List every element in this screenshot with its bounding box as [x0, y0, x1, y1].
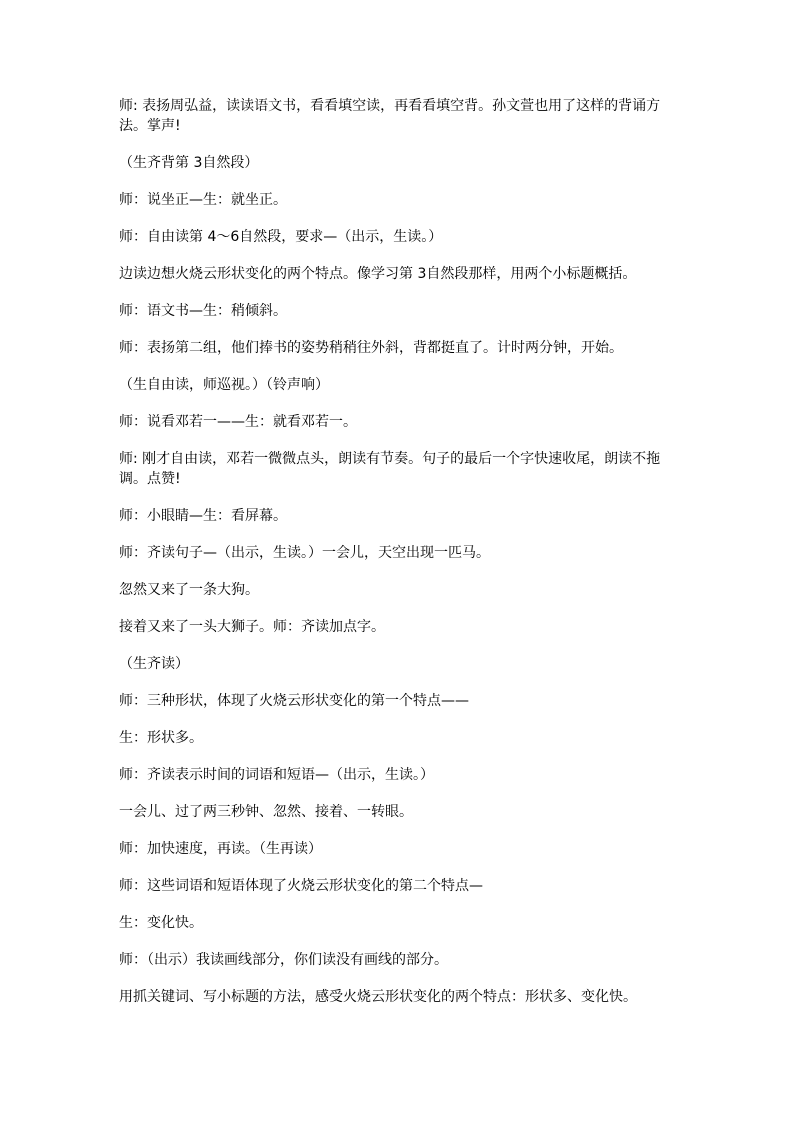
paragraph: 师：表扬第二组，他们捧书的姿势稍稍往外斜，背都挺直了。计时两分钟，开始。: [119, 340, 623, 356]
paragraph: 师：齐读句子—（出示，生读。）一会儿，天空出现一匹马。: [119, 545, 490, 561]
paragraph: 忽然又来了一条大狗。: [119, 582, 259, 598]
paragraph: 师：说坐正—生：就坐正。: [119, 192, 287, 208]
paragraph: （生自由读，师巡视。）（铃声响）: [119, 377, 329, 393]
paragraph: 师：说看邓若一——生：就看邓若一。: [119, 414, 357, 430]
paragraph: 师: 表扬周弘益，读读语文书，看看填空读，再看看填空背。孙文萱也用了这样的背诵方法。掌声!: [119, 98, 661, 134]
paragraph: 师: 刚才自由读，邓若一微微点头，朗读有节奏。句子的最后一个字快速收尾，朗读不拖调。点赞!: [119, 451, 661, 487]
paragraph: （生齐背第 3自然段）: [119, 155, 259, 171]
paragraph: 边读边想火烧云形状变化的两个特点。像学习第 3自然段那样，用两个小标题概括。: [119, 266, 637, 282]
paragraph: 生：形状多。: [119, 730, 203, 746]
paragraph: 用抓关键词、写小标题的方法，感受火烧云形状变化的两个特点：形状多、变化快。: [119, 989, 637, 1005]
paragraph: 师：语文书—生：稍倾斜。: [119, 303, 287, 319]
paragraph: 师：小眼睛—生：看屏幕。: [119, 508, 287, 524]
paragraph: 师：齐读表示时间的词语和短语—（出示，生读。）: [119, 767, 434, 783]
document-body: [119, 96, 679, 1024]
paragraph: 师：三种形状，体现了火烧云形状变化的第一个特点——: [119, 693, 469, 709]
paragraph: 生：变化快。: [119, 915, 203, 931]
paragraph: （生齐读）: [119, 656, 189, 672]
paragraph: 师：自由读第 4～6自然段，要求—（出示，生读。）: [119, 229, 443, 245]
paragraph: 师：这些词语和短语体现了火烧云形状变化的第二个特点—: [119, 878, 483, 894]
paragraph: 师：加快速度，再读。（生再读）: [119, 841, 322, 857]
paragraph: 师：（出示）我读画线部分，你们读没有画线的部分。: [119, 952, 448, 968]
paragraph: 一会儿、过了两三秒钟、忽然、接着、一转眼。: [119, 804, 413, 820]
paragraph: 接着又来了一头大狮子。师：齐读加点字。: [119, 619, 385, 635]
